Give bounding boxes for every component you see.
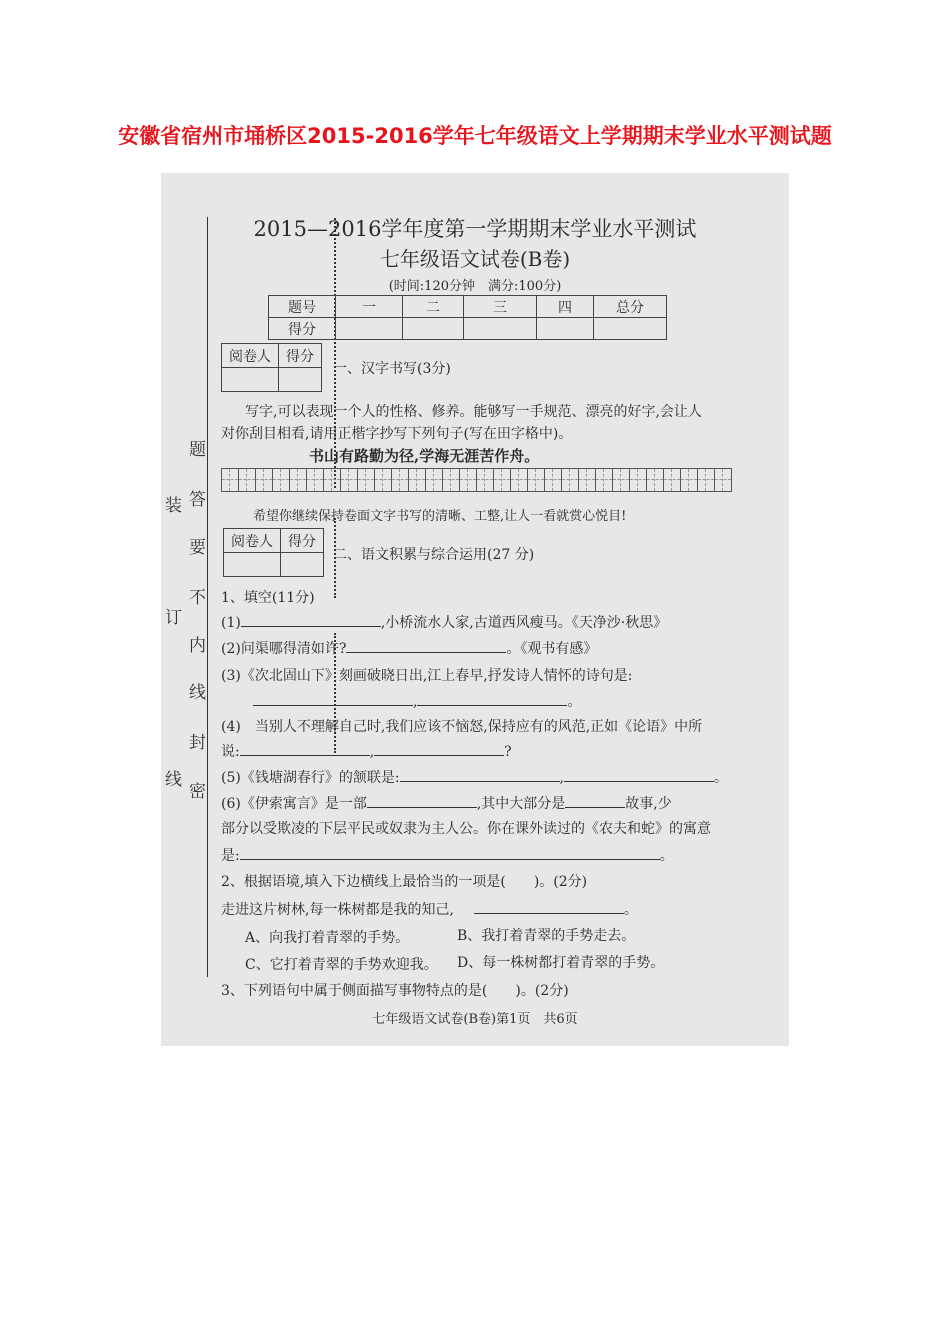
binding-char-nei: 内 bbox=[189, 636, 206, 656]
tianzige-cell bbox=[306, 468, 324, 492]
grader-label: 阅卷人 bbox=[224, 529, 281, 553]
section1-note: 希望你继续保持卷面文字书写的清晰、工整,让人一看就赏心悦目! bbox=[253, 509, 627, 524]
tianzige-cell bbox=[238, 468, 256, 492]
binding-char-xian-inner: 线 bbox=[189, 683, 206, 703]
q2-option-a: A、向我打着青翠的手势。 bbox=[245, 930, 410, 946]
score-cell bbox=[279, 368, 322, 392]
answer-blank bbox=[367, 793, 477, 808]
binding-char-zhuang: 装 bbox=[165, 496, 182, 516]
answer-blank bbox=[564, 767, 714, 782]
section1-intro-line2: 对你刮目相看,请用正楷字抄写下列句子(写在田字格中)。 bbox=[221, 426, 573, 442]
binding-char-xian-outer: 线 bbox=[165, 770, 182, 790]
tianzige-cell bbox=[289, 468, 307, 492]
score-table-cell bbox=[537, 318, 594, 340]
q2-option-b: B、我打着青翠的手势走去。 bbox=[457, 928, 636, 944]
section1-heading: 一、汉字书写(3分) bbox=[333, 361, 451, 377]
binding-char-feng: 封 bbox=[189, 733, 206, 753]
q1-item1 bbox=[221, 612, 667, 632]
tianzige-cell bbox=[408, 468, 426, 492]
grader-box-section1 bbox=[221, 343, 322, 392]
score-table-cell bbox=[464, 318, 537, 340]
score-table-cell bbox=[403, 318, 464, 340]
q1-item6-line2: 部分以受欺凌的下层平民或奴隶为主人公。你在课外读过的《农夫和蛇》的寓意 bbox=[221, 821, 711, 837]
answer-blank bbox=[374, 741, 504, 756]
tianzige-cell bbox=[578, 468, 596, 492]
q1-item4-prefix: 说: bbox=[221, 744, 240, 760]
score-table-header-cell: 三 bbox=[464, 296, 537, 318]
tianzige-cell bbox=[663, 468, 681, 492]
tianzige-cell bbox=[680, 468, 698, 492]
binding-char-da: 答 bbox=[189, 490, 206, 510]
tianzige-cell bbox=[459, 468, 477, 492]
tianzige-cell bbox=[442, 468, 460, 492]
binding-solid-line bbox=[207, 217, 208, 977]
q2-option-d: D、每一株树都打着青翠的手势。 bbox=[457, 955, 665, 971]
binding-char-mi: 密 bbox=[189, 782, 206, 802]
q1-item6-prefix: 是: bbox=[221, 848, 240, 864]
tianzige-cell bbox=[425, 468, 443, 492]
tianzige-cell bbox=[527, 468, 545, 492]
q1-item3: (3)《次北固山下》刻画破晓日出,江上春早,抒发诗人情怀的诗句是: bbox=[221, 668, 633, 684]
answer-blank bbox=[565, 793, 625, 808]
score-table-header-cell: 二 bbox=[403, 296, 464, 318]
tianzige-grid bbox=[221, 468, 731, 492]
score-table bbox=[268, 295, 667, 340]
grader-cell bbox=[224, 553, 281, 577]
score-label: 得分 bbox=[281, 529, 324, 553]
q1-item5-text: (5)《钱塘湖春行》的颔联是: bbox=[221, 770, 400, 786]
answer-blank bbox=[240, 741, 370, 756]
tianzige-cell bbox=[357, 468, 375, 492]
grader-box-section2 bbox=[223, 528, 324, 577]
q1-item5: (5)《钱塘湖春行》的颔联是: , 。 bbox=[221, 767, 728, 787]
answer-blank bbox=[240, 845, 660, 860]
q1-item6-end: 故事,少 bbox=[625, 796, 672, 812]
tianzige-cell bbox=[340, 468, 358, 492]
tianzige-cell bbox=[272, 468, 290, 492]
binding-char-yao: 要 bbox=[189, 538, 206, 558]
q2-option-c: C、它打着青翠的手势欢迎我。 bbox=[245, 957, 438, 973]
exam-subtitle: 七年级语文试卷(B卷) bbox=[379, 247, 571, 271]
score-table-cell bbox=[594, 318, 667, 340]
tianzige-cell bbox=[476, 468, 494, 492]
q1-heading: 1、填空(11分) bbox=[221, 590, 315, 606]
exam-scan-image bbox=[161, 173, 789, 1046]
tianzige-cell bbox=[221, 468, 239, 492]
exam-title: 2015—2016学年度第一学期期末学业水平测试 bbox=[253, 217, 697, 241]
tianzige-cell bbox=[612, 468, 630, 492]
q1-item6-text: (6)《伊索寓言》是一部 bbox=[221, 796, 367, 812]
tianzige-cell bbox=[714, 468, 732, 492]
q1-item2-text: (2)问渠哪得清如许? bbox=[221, 641, 347, 657]
tianzige-cell bbox=[374, 468, 392, 492]
answer-blank bbox=[474, 899, 624, 914]
q1-item6 bbox=[221, 793, 672, 813]
binding-char-bu: 不 bbox=[189, 588, 206, 608]
q1-item6-line3: 是: 。 bbox=[221, 845, 674, 865]
answer-blank bbox=[417, 691, 567, 706]
tianzige-cell bbox=[561, 468, 579, 492]
tianzige-cell bbox=[255, 468, 273, 492]
q2-context-text: 走进这片树林,每一株树都是我的知己, bbox=[221, 902, 454, 918]
score-table-cell bbox=[336, 318, 403, 340]
tianzige-cell bbox=[697, 468, 715, 492]
score-table-row-label: 得分 bbox=[269, 318, 336, 340]
q1-item4-blanks: 说: , ? bbox=[221, 741, 512, 761]
tianzige-cell bbox=[510, 468, 528, 492]
binding-char-ti: 题 bbox=[189, 440, 206, 460]
score-table-header-cell: 四 bbox=[537, 296, 594, 318]
q1-item4: (4) 当别人不理解自己时,我们应该不恼怒,保持应有的风范,正如《论语》中所 bbox=[221, 719, 703, 735]
answer-blank bbox=[241, 612, 381, 627]
grader-label: 阅卷人 bbox=[222, 344, 279, 368]
score-cell bbox=[281, 553, 324, 577]
score-table-header-cell: 题号 bbox=[269, 296, 336, 318]
tianzige-cell bbox=[629, 468, 647, 492]
tianzige-cell bbox=[544, 468, 562, 492]
page-footer: 七年级语文试卷(B卷)第1页 共6页 bbox=[372, 1012, 578, 1027]
q1-item3-blanks: , 。 bbox=[253, 691, 581, 711]
score-label: 得分 bbox=[279, 344, 322, 368]
binding-char-ding: 订 bbox=[165, 608, 182, 628]
q2-heading: 2、根据语境,填入下边横线上最恰当的一项是( )。(2分) bbox=[221, 874, 588, 890]
q1-item1-number: (1) bbox=[221, 615, 241, 631]
section2-heading: 二、语文积累与综合运用(27 分) bbox=[333, 547, 535, 563]
q3-heading: 3、下列语句中属于侧面描写事物特点的是( )。(2分) bbox=[221, 983, 569, 999]
tianzige-cell bbox=[646, 468, 664, 492]
exam-meta: (时间:120分钟 满分:100分) bbox=[388, 279, 562, 294]
answer-blank bbox=[253, 691, 413, 706]
document-title: 安徽省宿州市埇桥区2015-2016学年七年级语文上学期期末学业水平测试题 bbox=[118, 124, 832, 148]
section1-intro-line1: 写字,可以表现一个人的性格、修养。能够写一手规范、漂亮的好字,会让人 bbox=[245, 404, 702, 420]
q1-item2-source: 。《观书有感》 bbox=[506, 641, 598, 657]
grader-cell bbox=[222, 368, 279, 392]
q2-context: 走进这片树林,每一株树都是我的知己, 。 bbox=[221, 899, 638, 919]
tianzige-cell bbox=[391, 468, 409, 492]
tianzige-cell bbox=[323, 468, 341, 492]
score-table-header-cell: 一 bbox=[336, 296, 403, 318]
section1-sentence: 书山有路勤为径,学海无涯苦作舟。 bbox=[309, 447, 540, 465]
tianzige-cell bbox=[595, 468, 613, 492]
q1-item6-mid: ,其中大部分是 bbox=[476, 796, 566, 812]
q1-item1-text: ,小桥流水人家,古道西风瘦马。《天净沙·秋思》 bbox=[380, 615, 668, 631]
tianzige-cell bbox=[493, 468, 511, 492]
answer-blank bbox=[400, 767, 560, 782]
answer-blank bbox=[346, 638, 506, 653]
score-table-header-cell: 总分 bbox=[594, 296, 667, 318]
q1-item2 bbox=[221, 638, 597, 658]
